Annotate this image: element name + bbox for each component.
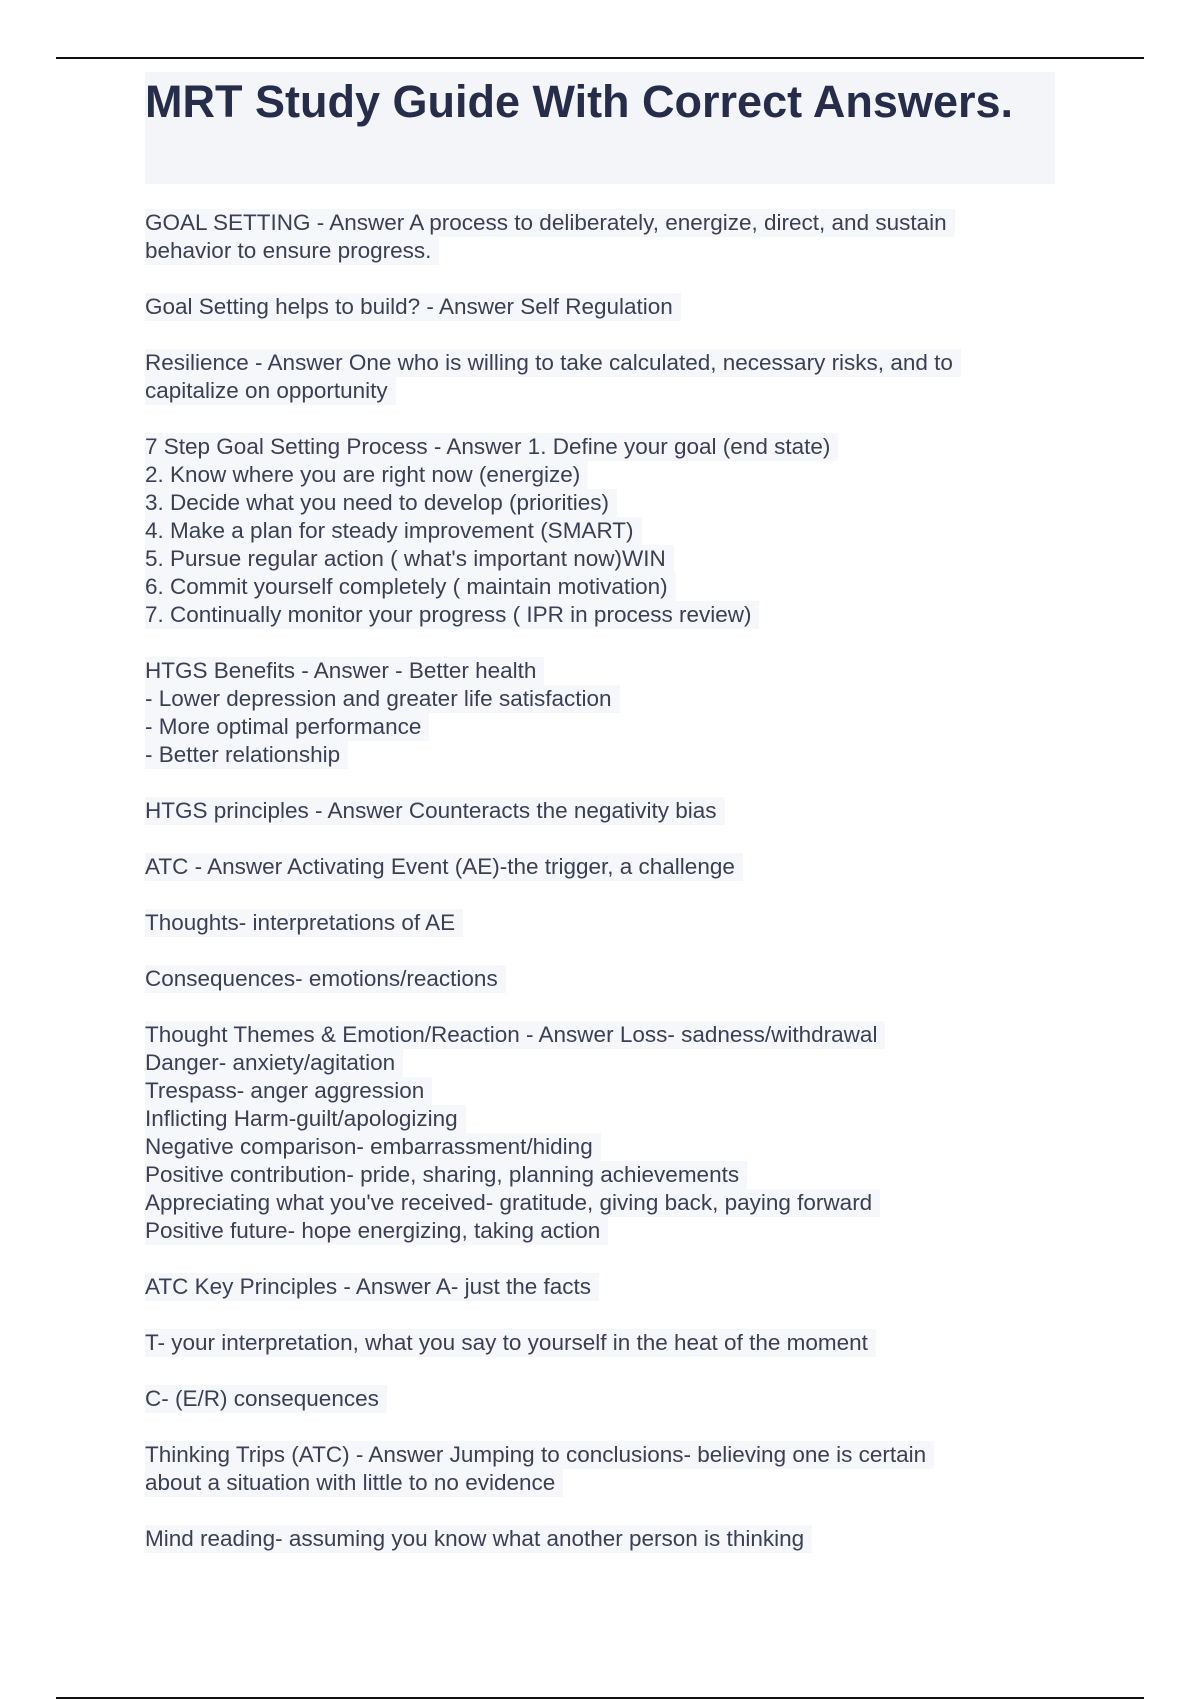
text-line: - Better relationship (145, 741, 348, 769)
qa-paragraph (145, 909, 1025, 937)
qa-paragraph (145, 1441, 1025, 1497)
text-line: ATC Key Principles - Answer A- just the facts (145, 1273, 599, 1301)
qa-paragraph (145, 1273, 1025, 1301)
qa-paragraph (145, 1329, 1025, 1357)
qa-paragraph (145, 1021, 1025, 1245)
page-title: MRT Study Guide With Correct Answers. (145, 76, 1014, 127)
qa-paragraph (145, 853, 1025, 881)
text-line: Thought Themes & Emotion/Reaction - Answer Loss- sadness/withdrawal (145, 1021, 885, 1049)
text-line: - More optimal performance (145, 713, 429, 741)
text-line: Negative comparison- embarrassment/hiding (145, 1133, 601, 1161)
text-line: Resilience - Answer One who is willing to take calculated, necessary risks, and to (145, 349, 961, 377)
text-line: 5. Pursue regular action ( what's important now)WIN (145, 545, 674, 573)
bottom-rule (56, 1697, 1144, 1699)
qa-paragraph (145, 293, 1025, 321)
top-rule (56, 57, 1144, 59)
document-body (145, 209, 1025, 1581)
text-line: GOAL SETTING - Answer A process to deliberately, energize, direct, and sustain (145, 209, 955, 237)
text-line: 6. Commit yourself completely ( maintain motivation) (145, 573, 676, 601)
text-line: 4. Make a plan for steady improvement (SMART) (145, 517, 642, 545)
text-line: Positive contribution- pride, sharing, planning achievements (145, 1161, 747, 1189)
qa-paragraph (145, 797, 1025, 825)
text-line: 2. Know where you are right now (energize) (145, 461, 588, 489)
text-line: Consequences- emotions/reactions (145, 965, 506, 993)
text-line: about a situation with little to no evidence (145, 1469, 563, 1497)
text-line: T- your interpretation, what you say to yourself in the heat of the moment (145, 1329, 876, 1357)
qa-paragraph (145, 349, 1025, 405)
title-block (145, 72, 1055, 184)
text-line: Trespass- anger aggression (145, 1077, 432, 1105)
text-line: - Lower depression and greater life satisfaction (145, 685, 620, 713)
text-line: 7 Step Goal Setting Process - Answer 1. Define your goal (end state) (145, 433, 838, 461)
text-line: Mind reading- assuming you know what another person is thinking (145, 1525, 812, 1553)
text-line: HTGS Benefits - Answer - Better health (145, 657, 544, 685)
qa-paragraph (145, 1525, 1025, 1553)
qa-paragraph (145, 657, 1025, 769)
text-line: ATC - Answer Activating Event (AE)-the trigger, a challenge (145, 853, 743, 881)
text-line: Thinking Trips (ATC) - Answer Jumping to conclusions- believing one is certain (145, 1441, 934, 1469)
text-line: capitalize on opportunity (145, 377, 396, 405)
text-line: Danger- anxiety/agitation (145, 1049, 403, 1077)
qa-paragraph (145, 433, 1025, 629)
text-line: Goal Setting helps to build? - Answer Self Regulation (145, 293, 681, 321)
text-line: C- (E/R) consequences (145, 1385, 387, 1413)
text-line: Inflicting Harm-guilt/apologizing (145, 1105, 466, 1133)
text-line: Thoughts- interpretations of AE (145, 909, 463, 937)
qa-paragraph (145, 965, 1025, 993)
text-line: Positive future- hope energizing, taking action (145, 1217, 608, 1245)
text-line: HTGS principles - Answer Counteracts the negativity bias (145, 797, 725, 825)
text-line: 3. Decide what you need to develop (priorities) (145, 489, 617, 517)
text-line: behavior to ensure progress. (145, 237, 439, 265)
qa-paragraph (145, 1385, 1025, 1413)
qa-paragraph (145, 209, 1025, 265)
text-line: 7. Continually monitor your progress ( IPR in process review) (145, 601, 759, 629)
text-line: Appreciating what you've received- gratitude, giving back, paying forward (145, 1189, 880, 1217)
